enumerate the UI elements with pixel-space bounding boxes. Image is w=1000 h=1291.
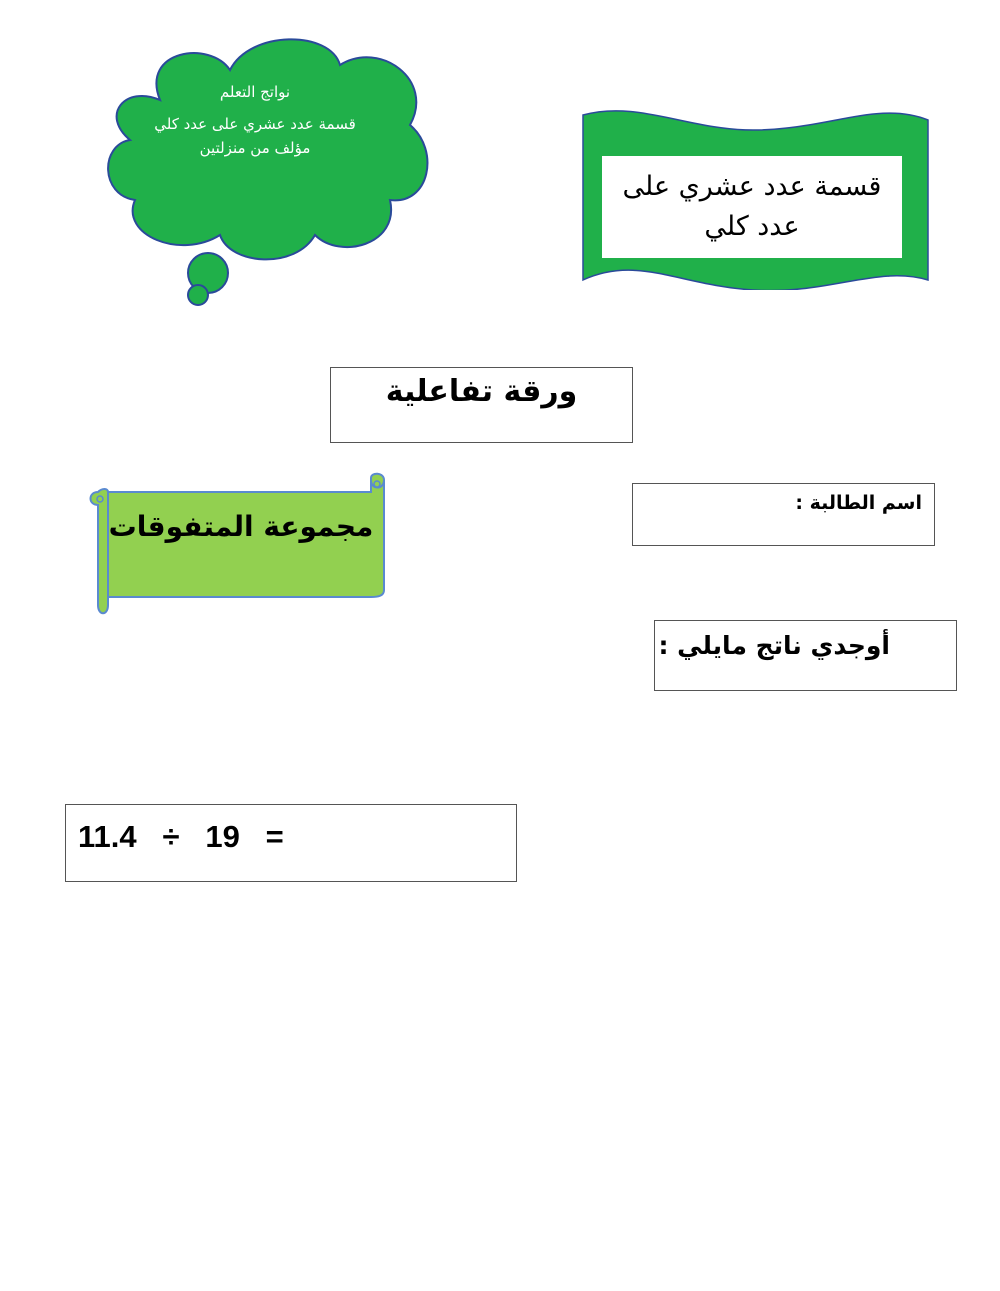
task-instruction-box xyxy=(654,620,957,691)
equation-box[interactable] xyxy=(65,804,517,882)
banner-inner xyxy=(602,156,902,258)
equals-sign: = xyxy=(265,819,284,854)
learning-outcomes-cloud xyxy=(100,30,440,315)
worksheet-title-box xyxy=(330,367,633,443)
scroll-curl-left xyxy=(97,496,103,502)
banner-title: قسمة عدد عشري على عدد كلي xyxy=(622,171,882,242)
equation-dividend: 11.4 xyxy=(78,819,137,854)
cloud-heading: نواتج التعلم xyxy=(219,83,291,101)
student-name-label: اسم الطالبة : xyxy=(795,492,922,514)
cloud-bubble-small xyxy=(188,285,208,305)
worksheet-title: ورقة تفاعلية xyxy=(385,374,578,409)
division-operator: ÷ xyxy=(162,819,180,854)
cloud-text xyxy=(150,80,360,160)
task-instruction: أوجدي ناتج مايلي : xyxy=(658,631,890,660)
cloud-body: قسمة عدد عشري على عدد كلي مؤلف من منزلتين xyxy=(154,115,356,157)
group-label: مجموعة المتفوقات xyxy=(108,510,374,543)
scroll-left-roll xyxy=(91,489,109,613)
student-name-box[interactable] xyxy=(632,483,935,546)
group-scroll xyxy=(86,470,391,620)
equation-divisor: 19 xyxy=(205,819,240,854)
scroll-curl xyxy=(374,481,380,487)
